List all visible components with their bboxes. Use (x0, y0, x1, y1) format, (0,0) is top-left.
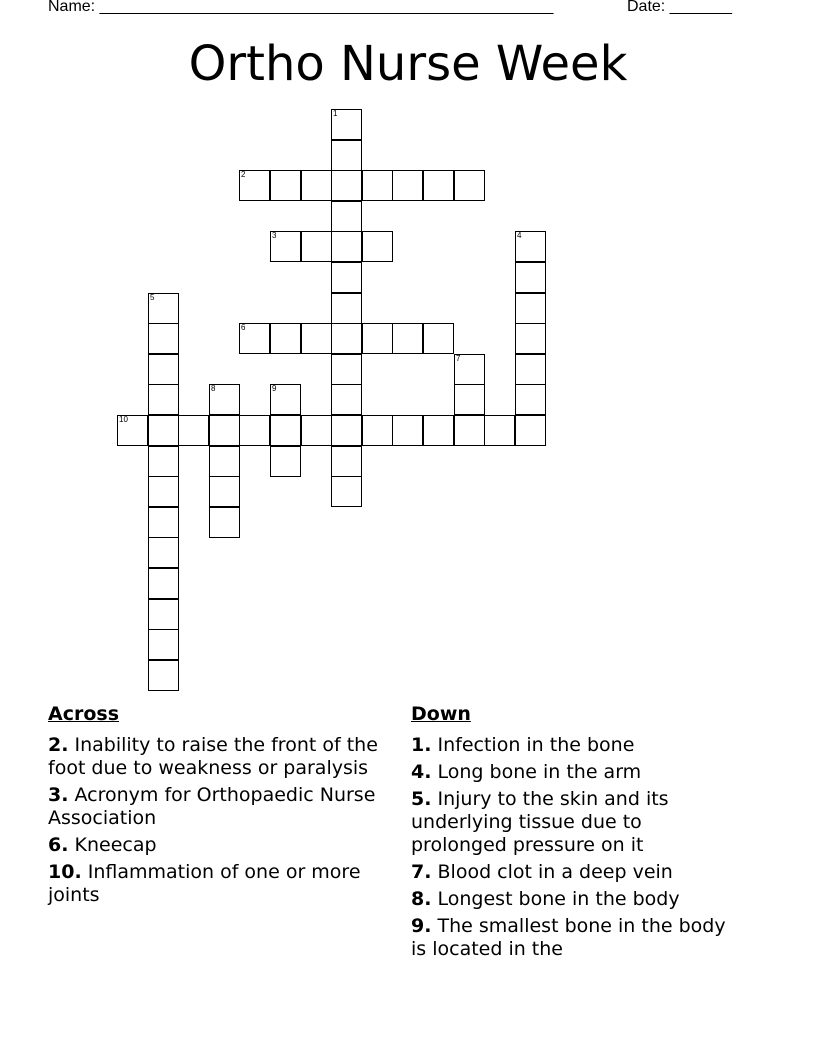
crossword-cell[interactable] (331, 415, 362, 446)
clue-number-label: 2 (241, 170, 246, 179)
crossword-cell[interactable] (454, 354, 485, 385)
crossword-cell[interactable] (270, 170, 301, 201)
clue-number-label: 6 (241, 323, 246, 332)
clue-down-1 (411, 734, 731, 757)
clue-down-5 (411, 788, 731, 857)
page-title: Ortho Nurse Week (188, 36, 628, 92)
crossword-cell[interactable] (362, 323, 393, 354)
crossword-cell[interactable] (331, 293, 362, 324)
clue-number: 5. (411, 788, 432, 810)
clue-across-6 (48, 834, 396, 857)
clue-down-8 (411, 888, 731, 911)
crossword-cell[interactable] (515, 384, 546, 415)
crossword-cell[interactable] (484, 415, 515, 446)
crossword-cell[interactable] (148, 568, 179, 599)
clue-number: 7. (411, 861, 432, 883)
clue-text: Long bone in the arm (437, 761, 642, 783)
clue-number: 1. (411, 734, 432, 756)
crossword-cell[interactable] (331, 323, 362, 354)
crossword-cell[interactable] (331, 170, 362, 201)
crossword-cell[interactable] (331, 262, 362, 293)
crossword-cell[interactable] (362, 231, 393, 262)
crossword-cell[interactable] (423, 415, 454, 446)
crossword-cell[interactable] (331, 140, 362, 171)
crossword-cell[interactable] (515, 231, 546, 262)
across-heading: Across (48, 703, 120, 725)
crossword-cell[interactable] (270, 446, 301, 477)
crossword-cell[interactable] (301, 323, 332, 354)
crossword-cell[interactable] (239, 170, 270, 201)
clue-number-label: 5 (150, 293, 155, 302)
crossword-cell[interactable] (331, 109, 362, 140)
clue-down-7 (411, 861, 731, 884)
crossword-cell[interactable] (454, 170, 485, 201)
crossword-cell[interactable] (270, 323, 301, 354)
crossword-cell[interactable] (148, 446, 179, 477)
crossword-cell[interactable] (270, 415, 301, 446)
crossword-cell[interactable] (515, 415, 546, 446)
clue-down-9 (411, 915, 731, 961)
clue-number: 4. (411, 761, 432, 783)
crossword-cell[interactable] (148, 660, 179, 691)
clue-number-label: 9 (272, 384, 277, 393)
crossword-cell[interactable] (148, 537, 179, 568)
crossword-cell[interactable] (148, 599, 179, 630)
crossword-cell[interactable] (148, 354, 179, 385)
clue-number: 9. (411, 915, 432, 937)
clue-text: Kneecap (74, 834, 157, 856)
crossword-cell[interactable] (239, 415, 270, 446)
clue-text: Inflammation of one or more joints (48, 861, 361, 906)
crossword-cell[interactable] (117, 415, 148, 446)
crossword-cell[interactable] (148, 507, 179, 538)
clue-down-4 (411, 761, 731, 784)
clue-across-10 (48, 861, 396, 907)
clue-text: Blood clot in a deep vein (437, 861, 673, 883)
crossword-cell[interactable] (148, 293, 179, 324)
crossword-cell[interactable] (454, 384, 485, 415)
crossword-cell[interactable] (515, 262, 546, 293)
clue-text: Inability to raise the front of the foot due to weakness or paralysis (48, 734, 378, 779)
crossword-cell[interactable] (331, 384, 362, 415)
crossword-cell[interactable] (423, 323, 454, 354)
crossword-cell[interactable] (209, 476, 240, 507)
clue-number-label: 3 (272, 231, 277, 240)
crossword-cell[interactable] (301, 415, 332, 446)
crossword-cell[interactable] (148, 629, 179, 660)
crossword-cell[interactable] (270, 384, 301, 415)
clue-number-label: 1 (333, 109, 338, 118)
crossword-cell[interactable] (209, 415, 240, 446)
clue-text: Infection in the bone (437, 734, 635, 756)
crossword-cell[interactable] (178, 415, 209, 446)
crossword-cell[interactable] (392, 323, 423, 354)
crossword-cell[interactable] (515, 323, 546, 354)
crossword-cell[interactable] (209, 384, 240, 415)
date-field-label: Date: _______ (627, 0, 732, 15)
clue-number: 3. (48, 784, 69, 806)
crossword-cell[interactable] (331, 476, 362, 507)
crossword-cell[interactable] (454, 415, 485, 446)
clue-text: The smallest bone in the body is located in the (411, 915, 726, 960)
crossword-cell[interactable] (209, 446, 240, 477)
clue-across-2 (48, 734, 396, 780)
crossword-cell[interactable] (301, 231, 332, 262)
down-heading: Down (411, 703, 471, 725)
crossword-cell[interactable] (148, 323, 179, 354)
crossword-cell[interactable] (362, 415, 393, 446)
clue-number: 6. (48, 834, 69, 856)
clue-number: 10. (48, 861, 82, 883)
crossword-cell[interactable] (331, 354, 362, 385)
crossword-cell[interactable] (239, 323, 270, 354)
crossword-cell[interactable] (392, 415, 423, 446)
name-field-label: Name: ___________________________________________________ (48, 0, 554, 15)
crossword-cell[interactable] (392, 170, 423, 201)
crossword-cell[interactable] (331, 201, 362, 232)
crossword-cell[interactable] (270, 231, 301, 262)
crossword-cell[interactable] (209, 507, 240, 538)
crossword-cell[interactable] (148, 415, 179, 446)
clue-number-label: 8 (211, 384, 216, 393)
clue-text: Acronym for Orthopaedic Nurse Association (48, 784, 376, 829)
clue-text: Longest bone in the body (437, 888, 680, 910)
crossword-cell[interactable] (362, 170, 393, 201)
clue-text: Injury to the skin and its underlying tissue due to prolonged pressure on it (411, 788, 669, 856)
clue-number-label: 7 (456, 354, 461, 363)
crossword-cell[interactable] (331, 231, 362, 262)
crossword-cell[interactable] (515, 293, 546, 324)
crossword-cell[interactable] (148, 384, 179, 415)
across-clues (48, 700, 396, 911)
clue-number-label: 4 (517, 231, 522, 240)
clue-number: 8. (411, 888, 432, 910)
crossword-cell[interactable] (515, 354, 546, 385)
down-clues (411, 700, 731, 965)
crossword-cell[interactable] (148, 476, 179, 507)
clue-across-3 (48, 784, 396, 830)
clue-number: 2. (48, 734, 69, 756)
crossword-cell[interactable] (301, 170, 332, 201)
clue-number-label: 10 (119, 415, 128, 424)
crossword-cell[interactable] (331, 446, 362, 477)
crossword-cell[interactable] (423, 170, 454, 201)
